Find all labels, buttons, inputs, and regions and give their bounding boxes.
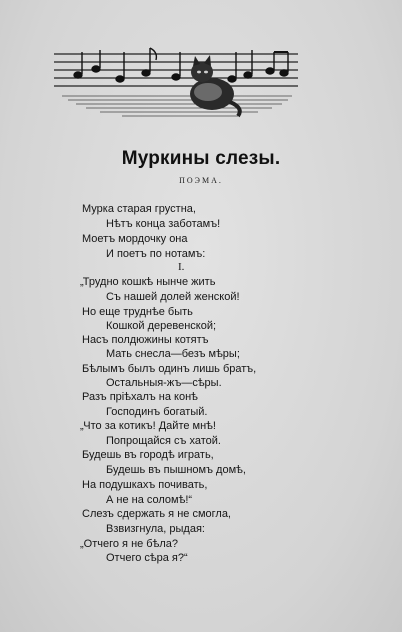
poem-line: Попрощайся съ хатой.: [106, 435, 221, 447]
poem-line: Кошкой деревенской;: [106, 320, 217, 332]
poem-line: Нѣтъ конца заботамъ!: [106, 218, 221, 230]
poem-line: Отчего сѣра я?“: [106, 552, 188, 564]
poem-line: „Отчего я не бѣла?: [80, 538, 179, 550]
poem-line: Бѣлымъ былъ одинъ лишь братъ,: [82, 363, 257, 375]
poem-subtitle: ПОЭМА.: [179, 176, 223, 185]
poem-line: „Трудно кошкѣ нынче жить: [80, 276, 216, 288]
poem-line: Господинъ богатый.: [106, 406, 208, 418]
poem-line: Мать снесла—безъ мѣры;: [106, 348, 240, 360]
poem-line: На подушкахъ почивать,: [82, 479, 208, 491]
poem-line: И поетъ по нотамъ:: [106, 248, 206, 260]
poem-line: Будешь въ городѣ играть,: [82, 449, 214, 461]
poem-line: Но еще труднѣе быть: [82, 306, 193, 318]
poem-line: Разъ пріѣхалъ на конѣ: [82, 391, 198, 403]
poem-line: Слезъ сдержать я не смогла,: [82, 508, 231, 520]
poem-line: Будешь въ пышномъ домѣ,: [106, 464, 246, 476]
poem-line: Съ нашей долей женской!: [106, 291, 240, 303]
poem-line: Остальныя-жъ—сѣры.: [106, 377, 222, 389]
poem-line: Насъ полдюжины котятъ: [82, 334, 209, 346]
poem-line: Мурка старая грустна,: [82, 203, 196, 215]
poem-line: А не на соломѣ!“: [106, 494, 193, 506]
poem-line: „Что за котикъ! Дайте мнѣ!: [80, 420, 216, 432]
section-number: I.: [178, 261, 185, 273]
poem-line: Взвизгнула, рыдая:: [106, 523, 205, 535]
poem-line: Моетъ мордочку она: [82, 233, 188, 245]
poem-title: Муркины слезы.: [121, 148, 281, 169]
